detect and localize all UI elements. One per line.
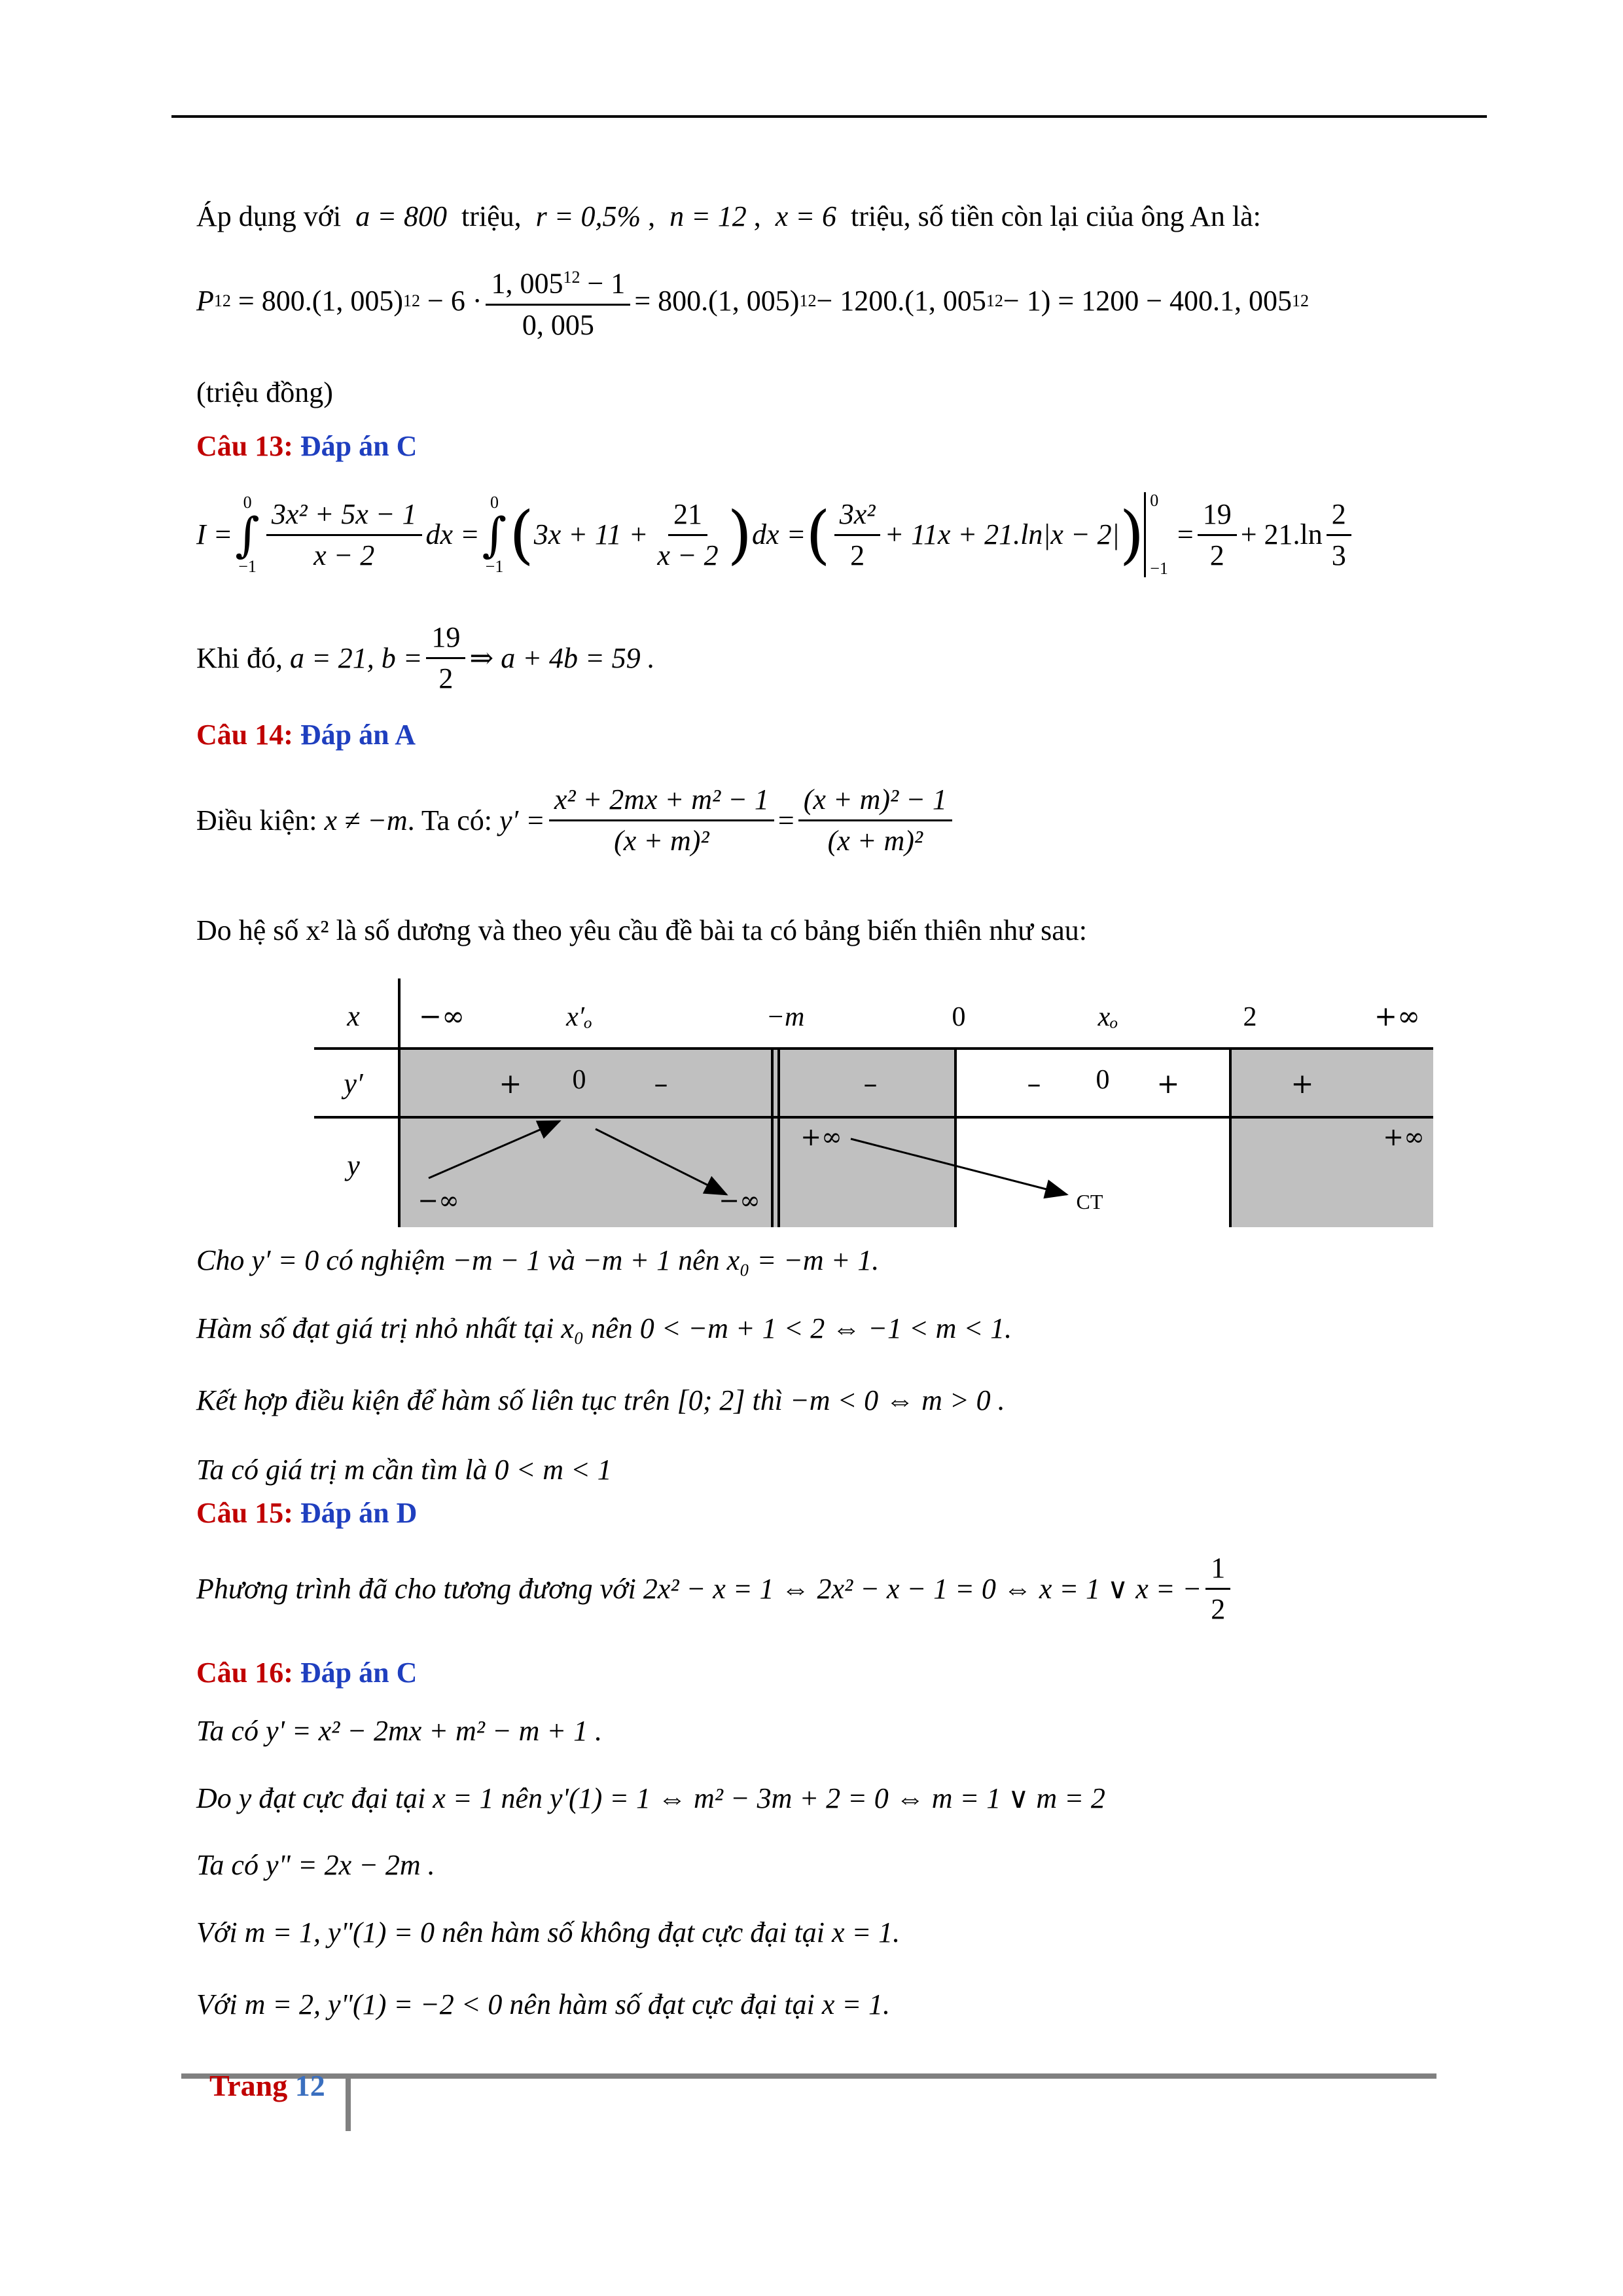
x-val-zero: 0 xyxy=(952,1002,966,1032)
integral-upper: 0 xyxy=(243,493,252,512)
x-val-xo: xₒ xyxy=(1097,1002,1118,1032)
sign-minus-2: – xyxy=(863,1067,878,1100)
q14-label: Câu 14: xyxy=(196,719,293,751)
y-val-pos-inf-2: +∞ xyxy=(1383,1122,1425,1151)
y-val-neg-inf-1: −∞ xyxy=(418,1186,459,1215)
y-val-pos-inf-1: +∞ xyxy=(800,1122,842,1151)
integral-lower: −1 xyxy=(238,557,257,576)
dx-eq: dx = xyxy=(425,518,480,550)
q15-answer: Đáp án D xyxy=(300,1497,418,1529)
p12-frac-exp: 12 xyxy=(563,268,580,287)
p12-fraction xyxy=(486,260,630,342)
q14-line1: Cho y′ = 0 có nghiệm −m − 1 và −m + 1 nên x₀ = −m + 1. xyxy=(196,1244,880,1276)
eval-upper: 0 xyxy=(1150,491,1159,510)
q15-frac-num: 1 xyxy=(1205,1551,1230,1590)
p12-part3: = 800.(1, 005) xyxy=(634,285,800,317)
eval-bar xyxy=(1144,492,1168,577)
q13-answer: Đáp án C xyxy=(300,430,418,462)
sign-minus-3: – xyxy=(1027,1067,1041,1100)
deriv-frac1 xyxy=(549,783,774,858)
deriv-eq: = xyxy=(777,804,794,836)
frac2-den: (x + m)² xyxy=(827,825,923,857)
q16-line3: Ta có y" = 2x − 2m . xyxy=(196,1849,435,1881)
f2-fraction xyxy=(652,497,723,573)
q15-heading xyxy=(196,1496,417,1530)
b-num: 19 xyxy=(426,620,465,659)
x-val-two: 2 xyxy=(1243,1002,1257,1032)
cond-mid: . Ta có: xyxy=(407,804,492,836)
x-val-xo-prime: x′ₒ xyxy=(566,1002,592,1032)
f1-den: x − 2 xyxy=(313,539,375,571)
q15-lead: Phương trình đã cho tương đương với 2x² − x = 1 ⇔ 2x² − x − 1 = 0 ⇔ x = 1 ∨ x = − xyxy=(196,1572,1202,1605)
intro-tail: triệu, số tiền còn lại ciủa ông An là: xyxy=(851,200,1261,232)
f3-den: 2 xyxy=(850,539,865,571)
intro-line: Áp dụng với a = 800 triệu, r = 0,5% , n = 12 , x = 6 triệu, số tiền còn lại ciủa ông An là: xyxy=(196,200,1261,232)
integral-sign-2: 0 ∫ −1 xyxy=(482,493,507,576)
f4-num: 19 xyxy=(1198,497,1237,536)
variation-table xyxy=(314,978,1433,1227)
frac1-den: (x + m)² xyxy=(614,825,709,857)
sign-zero-1: 0 xyxy=(572,1065,586,1095)
footer-bar xyxy=(346,2077,351,2131)
header-rule xyxy=(171,115,1487,118)
frac1-num: x² + 2mx + m² − 1 xyxy=(549,783,774,821)
p12-exp4: 12 xyxy=(1292,291,1310,311)
plus-ln: + 21.ln xyxy=(1240,518,1323,550)
p12-exp3: 12 xyxy=(986,291,1003,311)
antideriv-tail: + 11x + 21.ln|x − 2| xyxy=(884,518,1120,550)
conclusion-tail: ⇒ a + 4b = 59 . xyxy=(469,641,655,674)
p12-part4: − 1200.(1, 005 xyxy=(816,285,986,317)
p12-frac-num: 1, 005 xyxy=(491,267,563,300)
p12-part1: = 800.(1, 005) xyxy=(238,285,404,317)
x-val-pos-inf: +∞ xyxy=(1374,1000,1421,1032)
p12-frac-den: 0, 005 xyxy=(522,308,594,341)
row-label-yprime: y′ xyxy=(344,1067,363,1100)
q15-equation xyxy=(196,1551,1234,1626)
q15-frac-den: 2 xyxy=(1211,1593,1226,1625)
q16-line2: Do y đạt cực đại tại x = 1 nên y'(1) = 1 ⇔ m² − 3m + 2 = 0 ⇔ m = 1 ∨ m = 2 xyxy=(196,1782,1105,1814)
deriv-lhs: y′ = xyxy=(499,804,545,836)
row-label-x: x xyxy=(347,1000,360,1032)
footer-rule xyxy=(181,2073,1436,2079)
f2-num: 21 xyxy=(668,497,707,536)
conclusion-lead: Khi đó, xyxy=(196,641,283,674)
deriv-frac2 xyxy=(798,783,952,858)
sign-plus-1: + xyxy=(499,1067,522,1100)
f3-fraction xyxy=(834,497,881,573)
p12-part5: − 1) = 1200 − 400.1, 005 xyxy=(1003,285,1293,317)
unit-text: triệu, xyxy=(461,200,522,232)
q16-line5: Với m = 2, y"(1) = −2 < 0 nên hàm số đạt cực đại tại x = 1. xyxy=(196,1988,891,2020)
x-value: x = 6 xyxy=(775,200,837,232)
q14-line3: Kết hợp điều kiện để hàm số liên tục trên [0; 2] thì −m < 0 ⇔ m > 0 . xyxy=(196,1384,1005,1416)
eq-sign: = xyxy=(1177,518,1194,550)
q16-heading xyxy=(196,1656,417,1689)
page-number: 12 xyxy=(294,2069,325,2102)
n-value: n = 12 xyxy=(669,200,747,232)
q14-answer: Đáp án A xyxy=(300,719,416,751)
f5-num: 2 xyxy=(1327,497,1351,536)
cond-expr: x ≠ −m xyxy=(324,804,408,836)
y-val-ct: CT xyxy=(1076,1190,1103,1213)
p12-exp2: 12 xyxy=(799,291,817,311)
dx-eq-2: dx = xyxy=(752,518,806,550)
f5-fraction xyxy=(1327,497,1351,573)
q14-line4: Ta có giá trị m cần tìm là 0 < m < 1 xyxy=(196,1454,612,1486)
q13-heading xyxy=(196,429,417,463)
sign-minus-1: – xyxy=(654,1067,668,1100)
f1-num: 3x² + 5x − 1 xyxy=(266,497,422,536)
integral-lower-2: −1 xyxy=(485,557,504,576)
unit-note: (triệu đồng) xyxy=(196,376,333,408)
p12-formula xyxy=(196,260,1309,342)
x-val-neg-inf: −∞ xyxy=(418,1000,465,1032)
q13-integral: I = 0 ∫ −1 $\frac{\text{3x² + 5x − 1}}{x - 2}$ dx = 0 ∫ −1 ( 3x + 11 + $\frac{21}{x - 2}$ ) dx = ( $\frac{\text{3x²}}{2}$ + 11x + 21.ln|x − 2| ) 0 −1 = $\frac{19}{2}$ + 21.ln $\frac{2}{3}$ xyxy=(196,492,1355,577)
p12-frac-num-tail: − 1 xyxy=(580,267,626,300)
integral-lhs: I = xyxy=(196,518,233,550)
intro-lead: Áp dụng với xyxy=(196,200,342,232)
eval-lower: −1 xyxy=(1150,559,1168,578)
q14-line2: Hàm số đạt giá trị nhỏ nhất tại x₀ nên 0 < −m + 1 < 2 ⇔ −1 < m < 1. xyxy=(196,1312,1012,1344)
page-label: Trang xyxy=(209,2069,288,2102)
q13-label: Câu 13: xyxy=(196,430,293,462)
f4-fraction xyxy=(1198,497,1237,573)
q14-condition xyxy=(196,783,956,858)
integrand-fraction xyxy=(266,497,422,573)
f4-den: 2 xyxy=(1209,539,1224,571)
integral-sign: 0 ∫ −1 xyxy=(235,493,260,576)
p12-exp: 12 xyxy=(403,291,421,311)
q16-label: Câu 16: xyxy=(196,1657,293,1689)
b-fraction xyxy=(426,620,465,696)
cond-lead: Điều kiện: xyxy=(196,804,317,836)
b-den: 2 xyxy=(438,662,454,694)
y-val-neg-inf-2: −∞ xyxy=(719,1186,760,1215)
q16-line4: Với m = 1, y"(1) = 0 nên hàm số không đạt cực đại tại x = 1. xyxy=(196,1916,901,1948)
q14-heading xyxy=(196,718,416,751)
q16-line1: Ta có y' = x² − 2mx + m² − m + 1 . xyxy=(196,1715,603,1747)
f3-num: 3x² xyxy=(834,497,881,536)
p12-sub: 12 xyxy=(213,291,231,311)
sign-plus-3: + xyxy=(1291,1067,1314,1100)
r-value: r = 0,5% xyxy=(535,200,641,232)
table-intro: Do hệ số x² là số dương và theo yêu cầu đề bài ta có bảng biến thiên như sau: xyxy=(196,914,1088,946)
q16-answer: Đáp án C xyxy=(300,1657,418,1689)
q15-fraction xyxy=(1205,1551,1230,1626)
frac2-num: (x + m)² − 1 xyxy=(798,783,952,821)
sign-zero-2: 0 xyxy=(1096,1065,1110,1095)
conclusion-ab: a = 21, b = xyxy=(290,641,423,674)
f2-den: x − 2 xyxy=(657,539,719,571)
page-footer xyxy=(209,2068,325,2103)
q13-conclusion xyxy=(196,620,655,696)
x-val-neg-m: −m xyxy=(766,1002,805,1032)
integral-upper-2: 0 xyxy=(490,493,499,512)
f5-den: 3 xyxy=(1331,539,1346,571)
p12-lhs: P xyxy=(196,285,214,317)
mid-left: 3x + 11 + xyxy=(533,518,649,550)
sign-plus-2: + xyxy=(1156,1067,1180,1100)
a-value: a = 800 xyxy=(355,200,447,232)
row-label-y: y xyxy=(347,1149,360,1181)
q15-label: Câu 15: xyxy=(196,1497,293,1529)
p12-part2: − 6 · xyxy=(427,285,482,317)
